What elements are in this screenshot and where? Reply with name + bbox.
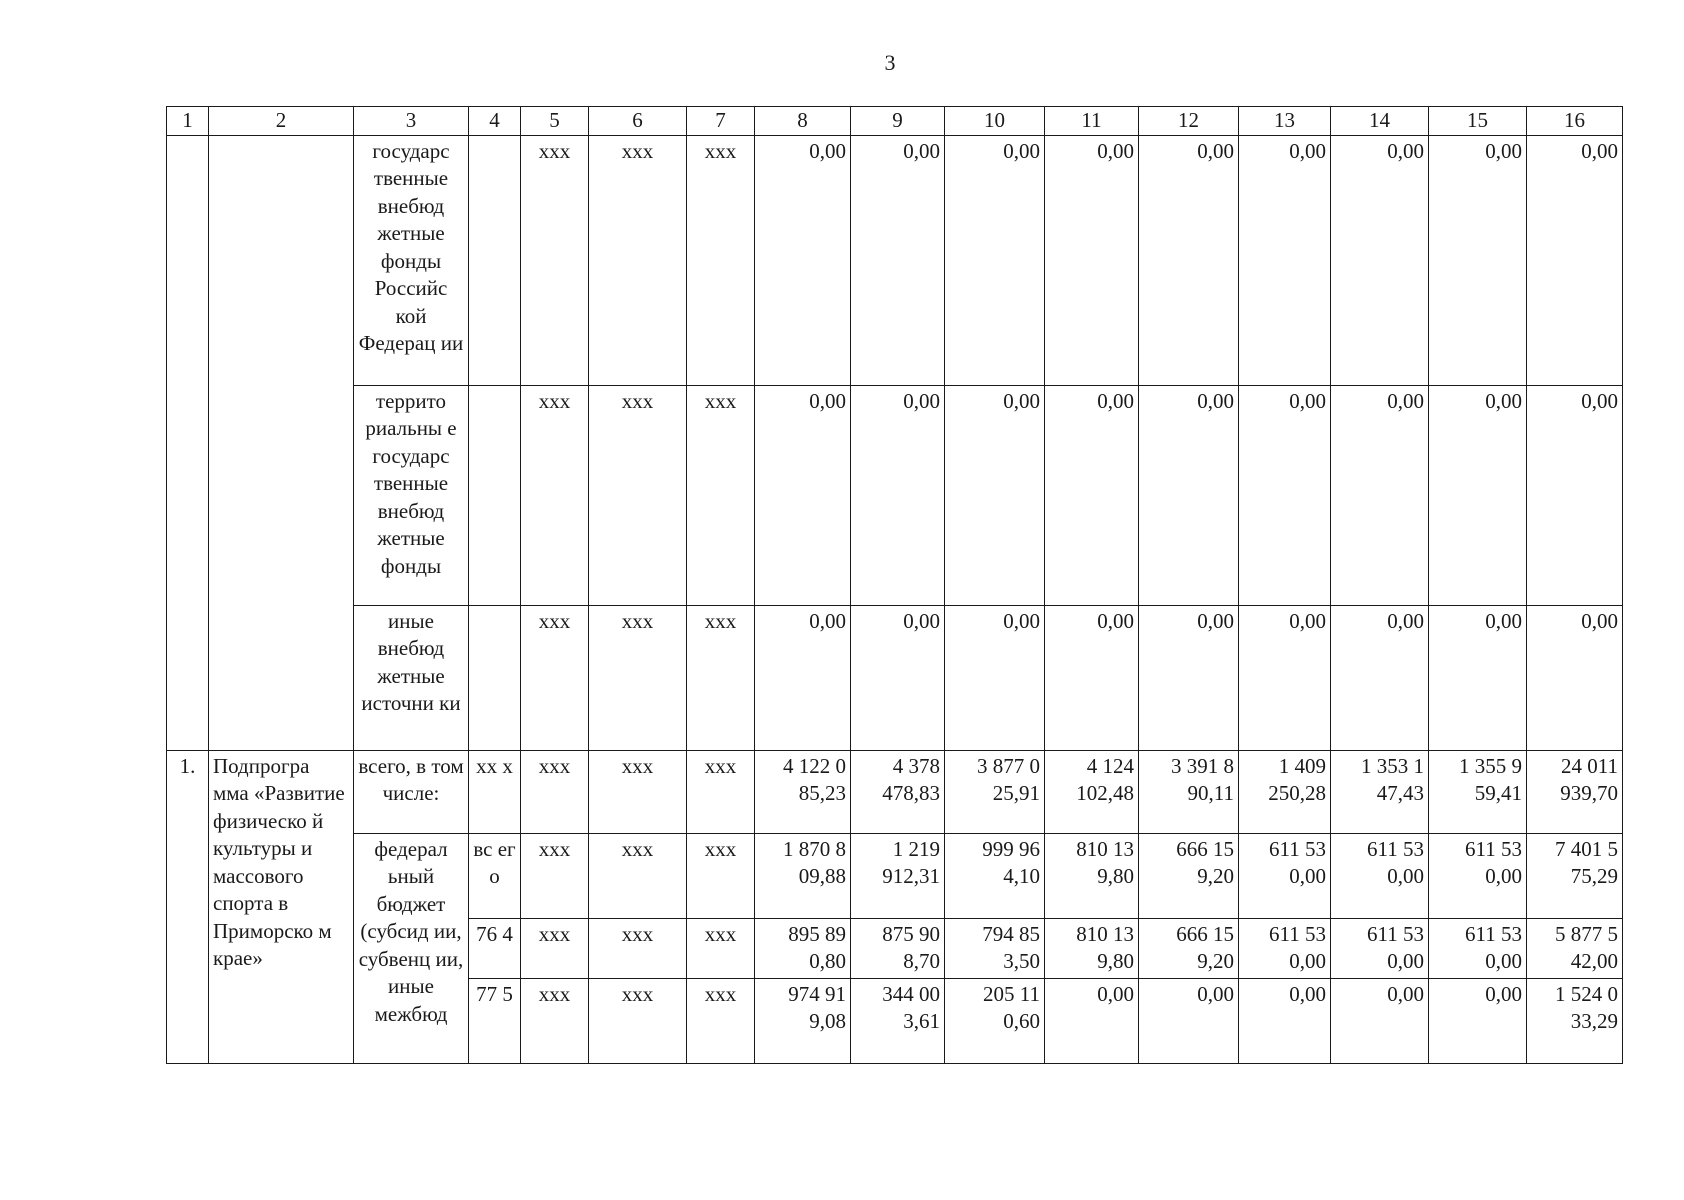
table-row bbox=[167, 833, 1623, 918]
cell-value: 4 124 102,48 bbox=[1045, 750, 1139, 833]
cell-value: 0,00 bbox=[945, 605, 1045, 750]
cell-col5: ххх bbox=[521, 978, 589, 1063]
cell-value: 4 378 478,83 bbox=[851, 750, 945, 833]
column-header: 15 bbox=[1429, 107, 1527, 136]
cell-value: 1 870 8 09,88 bbox=[755, 833, 851, 918]
cell-col6: ххх bbox=[589, 385, 687, 605]
column-header: 9 bbox=[851, 107, 945, 136]
cell-subprogram: Подпрогра мма «Развитие физическо й культуры и массового спорта в Приморско м крае» bbox=[209, 750, 354, 1063]
cell-col6: ххх bbox=[589, 833, 687, 918]
cell-value: 24 011 939,70 bbox=[1527, 750, 1623, 833]
column-header: 7 bbox=[687, 107, 755, 136]
cell-value: 0,00 bbox=[1239, 605, 1331, 750]
cell-value: 666 15 9,20 bbox=[1139, 918, 1239, 978]
cell-col7: ххх bbox=[687, 385, 755, 605]
cell-value: 0,00 bbox=[1331, 385, 1429, 605]
cell-source: всего, в том числе: bbox=[354, 750, 469, 833]
column-header: 1 bbox=[167, 107, 209, 136]
cell-col7: ххх bbox=[687, 135, 755, 385]
cell-value: 0,00 bbox=[1139, 605, 1239, 750]
cell-value: 611 53 0,00 bbox=[1429, 833, 1527, 918]
cell-value: 1 524 0 33,29 bbox=[1527, 978, 1623, 1063]
cell-source: иные внебюд жетные источни ки bbox=[354, 605, 469, 750]
cell-value: 974 91 9,08 bbox=[755, 978, 851, 1063]
cell-value: 611 53 0,00 bbox=[1331, 833, 1429, 918]
cell-value: 0,00 bbox=[1239, 135, 1331, 385]
cell-value: 0,00 bbox=[755, 605, 851, 750]
cell-value: 611 53 0,00 bbox=[1239, 833, 1331, 918]
column-header: 16 bbox=[1527, 107, 1623, 136]
column-header: 11 bbox=[1045, 107, 1139, 136]
cell-col6: ххх bbox=[589, 135, 687, 385]
cell-value: 875 90 8,70 bbox=[851, 918, 945, 978]
table-row bbox=[167, 135, 1623, 385]
cell-value: 205 11 0,60 bbox=[945, 978, 1045, 1063]
cell-col7: ххх bbox=[687, 605, 755, 750]
cell-col5: ххх bbox=[521, 605, 589, 750]
cell-value: 0,00 bbox=[945, 135, 1045, 385]
cell-value: 1 409 250,28 bbox=[1239, 750, 1331, 833]
cell-col7: ххх bbox=[687, 833, 755, 918]
cell-value: 0,00 bbox=[1331, 605, 1429, 750]
cell-source: террито риальны е государс твенные внебюд жетные фонды bbox=[354, 385, 469, 605]
cell-value: 0,00 bbox=[1239, 978, 1331, 1063]
cell-value: 0,00 bbox=[1429, 385, 1527, 605]
column-header: 13 bbox=[1239, 107, 1331, 136]
cell-col6: ххх bbox=[589, 918, 687, 978]
cell-value: 0,00 bbox=[1139, 135, 1239, 385]
cell-value: 0,00 bbox=[755, 385, 851, 605]
cell-value: 0,00 bbox=[1045, 978, 1139, 1063]
cell-value: 0,00 bbox=[755, 135, 851, 385]
cell-value: 4 122 0 85,23 bbox=[755, 750, 851, 833]
cell-code: вс ег о bbox=[469, 833, 521, 918]
cell-value: 611 53 0,00 bbox=[1331, 918, 1429, 978]
cell-source: федерал ьный бюджет (субсид ии, субвенц ии, иные межбюд bbox=[354, 833, 469, 1063]
cell-col5: ххх bbox=[521, 833, 589, 918]
cell-value: 794 85 3,50 bbox=[945, 918, 1045, 978]
table-row bbox=[167, 750, 1623, 833]
budget-table bbox=[166, 106, 1623, 1064]
cell-code: 76 4 bbox=[469, 918, 521, 978]
cell-code bbox=[469, 385, 521, 605]
cell-value: 0,00 bbox=[851, 385, 945, 605]
cell-value: 0,00 bbox=[851, 135, 945, 385]
cell-value: 0,00 bbox=[1139, 385, 1239, 605]
cell-col5: ххх bbox=[521, 385, 589, 605]
cell-value: 0,00 bbox=[1045, 385, 1139, 605]
column-header: 4 bbox=[469, 107, 521, 136]
cell-value: 0,00 bbox=[1429, 135, 1527, 385]
cell-value: 895 89 0,80 bbox=[755, 918, 851, 978]
cell-code: 77 5 bbox=[469, 978, 521, 1063]
cell-source: государс твенные внебюд жетные фонды Российс кой Федерац ии bbox=[354, 135, 469, 385]
column-header: 10 bbox=[945, 107, 1045, 136]
cell-col7: ххх bbox=[687, 918, 755, 978]
page-number: 3 bbox=[884, 50, 896, 75]
column-header: 3 bbox=[354, 107, 469, 136]
cell-value: 0,00 bbox=[851, 605, 945, 750]
cell-col5: ххх bbox=[521, 135, 589, 385]
cell-value: 1 355 9 59,41 bbox=[1429, 750, 1527, 833]
cell-value: 0,00 bbox=[1527, 605, 1623, 750]
cell-code bbox=[469, 605, 521, 750]
cell-col7: ххх bbox=[687, 978, 755, 1063]
cell-value: 0,00 bbox=[1239, 385, 1331, 605]
column-header: 6 bbox=[589, 107, 687, 136]
cell-value: 3 391 8 90,11 bbox=[1139, 750, 1239, 833]
cell-value: 3 877 0 25,91 bbox=[945, 750, 1045, 833]
cell-col2 bbox=[209, 135, 354, 750]
cell-col1 bbox=[167, 135, 209, 750]
cell-value: 344 00 3,61 bbox=[851, 978, 945, 1063]
cell-col5: ххх bbox=[521, 750, 589, 833]
column-header: 12 bbox=[1139, 107, 1239, 136]
cell-value: 0,00 bbox=[1527, 385, 1623, 605]
cell-code: хх х bbox=[469, 750, 521, 833]
cell-col6: ххх bbox=[589, 750, 687, 833]
cell-value: 666 15 9,20 bbox=[1139, 833, 1239, 918]
cell-index: 1. bbox=[167, 750, 209, 1063]
table-row bbox=[167, 385, 1623, 605]
column-header: 14 bbox=[1331, 107, 1429, 136]
cell-value: 0,00 bbox=[1139, 978, 1239, 1063]
cell-value: 7 401 5 75,29 bbox=[1527, 833, 1623, 918]
cell-value: 810 13 9,80 bbox=[1045, 918, 1139, 978]
table-row bbox=[167, 605, 1623, 750]
cell-col7: ххх bbox=[687, 750, 755, 833]
cell-value: 0,00 bbox=[1331, 135, 1429, 385]
cell-value: 0,00 bbox=[1045, 135, 1139, 385]
cell-value: 1 219 912,31 bbox=[851, 833, 945, 918]
cell-code bbox=[469, 135, 521, 385]
cell-value: 810 13 9,80 bbox=[1045, 833, 1139, 918]
header-row bbox=[167, 107, 1623, 136]
column-header: 5 bbox=[521, 107, 589, 136]
cell-value: 611 53 0,00 bbox=[1239, 918, 1331, 978]
cell-value: 0,00 bbox=[1045, 605, 1139, 750]
cell-value: 0,00 bbox=[945, 385, 1045, 605]
cell-col5: ххх bbox=[521, 918, 589, 978]
cell-value: 5 877 5 42,00 bbox=[1527, 918, 1623, 978]
cell-col6: ххх bbox=[589, 978, 687, 1063]
cell-col6: ххх bbox=[589, 605, 687, 750]
cell-value: 611 53 0,00 bbox=[1429, 918, 1527, 978]
cell-value: 0,00 bbox=[1429, 978, 1527, 1063]
cell-value: 0,00 bbox=[1429, 605, 1527, 750]
cell-value: 0,00 bbox=[1331, 978, 1429, 1063]
cell-value: 999 96 4,10 bbox=[945, 833, 1045, 918]
cell-value: 1 353 1 47,43 bbox=[1331, 750, 1429, 833]
column-header: 8 bbox=[755, 107, 851, 136]
column-header: 2 bbox=[209, 107, 354, 136]
cell-value: 0,00 bbox=[1527, 135, 1623, 385]
